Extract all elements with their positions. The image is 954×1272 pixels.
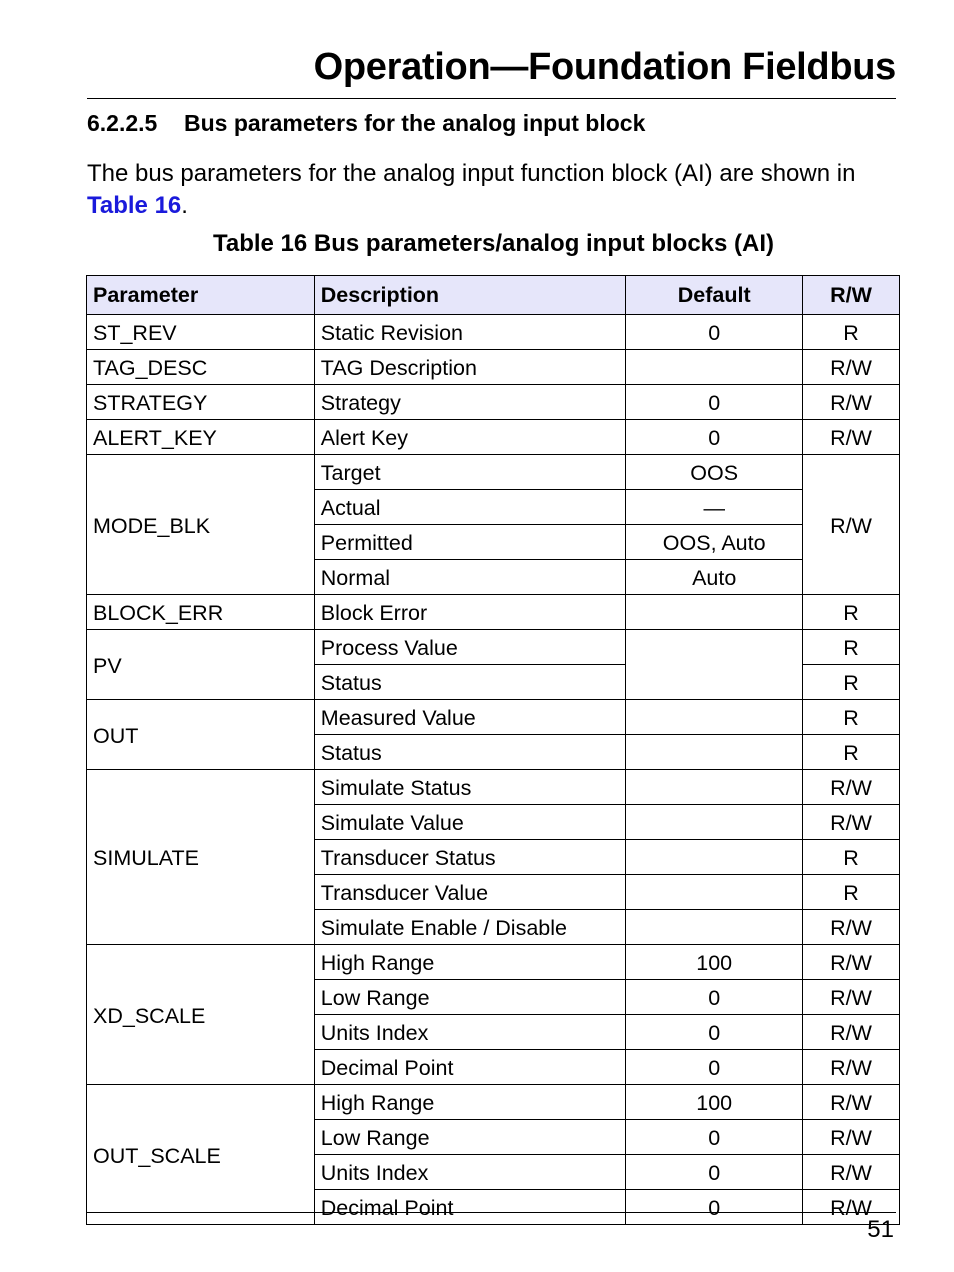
- rw-cell: R/W: [803, 455, 900, 595]
- parameter-cell: OUT: [87, 700, 315, 770]
- default-cell: [626, 595, 803, 630]
- default-cell: [626, 910, 803, 945]
- table-body: [87, 315, 900, 1225]
- default-cell: [626, 735, 803, 770]
- rw-cell: R/W: [803, 945, 900, 980]
- section-title: Bus parameters for the analog input block: [184, 110, 646, 136]
- default-cell: 0: [626, 1120, 803, 1155]
- rw-cell: R: [803, 595, 900, 630]
- table-header-row: [87, 276, 900, 315]
- description-cell: Permitted: [314, 525, 626, 560]
- description-cell: Decimal Point: [314, 1190, 626, 1225]
- description-cell: Actual: [314, 490, 626, 525]
- parameter-cell: MODE_BLK: [87, 455, 315, 595]
- rw-cell: R: [803, 315, 900, 350]
- description-cell: Status: [314, 735, 626, 770]
- description-cell: Process Value: [314, 630, 626, 665]
- rw-cell: R: [803, 840, 900, 875]
- intro-text: The bus parameters for the analog input function block (AI) are shown in: [87, 160, 856, 187]
- default-cell: OOS, Auto: [626, 525, 803, 560]
- default-cell: 0: [626, 385, 803, 420]
- default-cell: [626, 700, 803, 735]
- header-divider: [87, 98, 896, 99]
- table-row: [87, 700, 900, 735]
- description-cell: Low Range: [314, 1120, 626, 1155]
- parameter-cell: BLOCK_ERR: [87, 595, 315, 630]
- default-cell: —: [626, 490, 803, 525]
- rw-cell: R/W: [803, 1050, 900, 1085]
- rw-cell: R/W: [803, 980, 900, 1015]
- description-cell: Simulate Value: [314, 805, 626, 840]
- description-cell: Simulate Enable / Disable: [314, 910, 626, 945]
- default-cell: 0: [626, 315, 803, 350]
- column-header-default: Default: [626, 276, 803, 315]
- parameter-cell: PV: [87, 630, 315, 700]
- bus-parameters-table: [86, 275, 900, 1225]
- default-cell: 100: [626, 945, 803, 980]
- table-row: [87, 770, 900, 805]
- table-caption: Table 16 Bus parameters/analog input blocks (AI): [212, 230, 775, 257]
- column-header-rw: R/W: [803, 276, 900, 315]
- default-cell: [626, 840, 803, 875]
- table-row: [87, 315, 900, 350]
- footer-divider: [87, 1212, 896, 1213]
- intro-text-end: .: [181, 192, 188, 219]
- description-cell: High Range: [314, 1085, 626, 1120]
- description-cell: Low Range: [314, 980, 626, 1015]
- default-cell: 100: [626, 1085, 803, 1120]
- table-row: [87, 385, 900, 420]
- rw-cell: R: [803, 875, 900, 910]
- rw-cell: R/W: [803, 1015, 900, 1050]
- column-header-parameter: Parameter: [87, 276, 315, 315]
- page-header-title: Operation—Foundation Fieldbus: [313, 46, 896, 88]
- rw-cell: R/W: [803, 805, 900, 840]
- description-cell: Measured Value: [314, 700, 626, 735]
- description-cell: Static Revision: [314, 315, 626, 350]
- rw-cell: R/W: [803, 910, 900, 945]
- description-cell: Units Index: [314, 1155, 626, 1190]
- description-cell: Decimal Point: [314, 1050, 626, 1085]
- rw-cell: R: [803, 700, 900, 735]
- rw-cell: R/W: [803, 770, 900, 805]
- page-number: 51: [867, 1216, 894, 1243]
- parameter-cell: SIMULATE: [87, 770, 315, 945]
- table-row: [87, 595, 900, 630]
- description-cell: Target: [314, 455, 626, 490]
- rw-cell: R: [803, 630, 900, 665]
- description-cell: TAG Description: [314, 350, 626, 385]
- parameter-cell: ALERT_KEY: [87, 420, 315, 455]
- table-row: [87, 350, 900, 385]
- description-cell: High Range: [314, 945, 626, 980]
- description-cell: Transducer Value: [314, 875, 626, 910]
- rw-cell: R/W: [803, 1085, 900, 1120]
- section-heading: [87, 110, 645, 137]
- default-cell: [626, 350, 803, 385]
- default-cell: 0: [626, 1190, 803, 1225]
- description-cell: Units Index: [314, 1015, 626, 1050]
- table-row: [87, 630, 900, 665]
- description-cell: Transducer Status: [314, 840, 626, 875]
- description-cell: Block Error: [314, 595, 626, 630]
- default-cell: 0: [626, 1015, 803, 1050]
- rw-cell: R/W: [803, 1155, 900, 1190]
- parameter-cell: STRATEGY: [87, 385, 315, 420]
- default-cell: [626, 805, 803, 840]
- table-row: [87, 420, 900, 455]
- default-cell: 0: [626, 1155, 803, 1190]
- default-cell: OOS: [626, 455, 803, 490]
- parameter-cell: ST_REV: [87, 315, 315, 350]
- rw-cell: R/W: [803, 420, 900, 455]
- table-row: [87, 455, 900, 490]
- table-cross-reference-link[interactable]: Table 16: [87, 192, 182, 219]
- section-number: 6.2.2.5: [87, 110, 158, 136]
- default-cell: Auto: [626, 560, 803, 595]
- rw-cell: R: [803, 665, 900, 700]
- default-cell: [626, 630, 803, 700]
- rw-cell: R/W: [803, 350, 900, 385]
- rw-cell: R/W: [803, 385, 900, 420]
- rw-cell: R/W: [803, 1120, 900, 1155]
- rw-cell: R/W: [803, 1190, 900, 1225]
- description-cell: Status: [314, 665, 626, 700]
- description-cell: Normal: [314, 560, 626, 595]
- default-cell: 0: [626, 420, 803, 455]
- intro-paragraph: [87, 158, 887, 222]
- parameter-cell: TAG_DESC: [87, 350, 315, 385]
- description-cell: Simulate Status: [314, 770, 626, 805]
- column-header-description: Description: [314, 276, 626, 315]
- rw-cell: R: [803, 735, 900, 770]
- description-cell: Strategy: [314, 385, 626, 420]
- parameter-cell: OUT_SCALE: [87, 1085, 315, 1225]
- default-cell: [626, 875, 803, 910]
- parameter-cell: XD_SCALE: [87, 945, 315, 1085]
- default-cell: [626, 770, 803, 805]
- table-row: [87, 1085, 900, 1120]
- table-row: [87, 945, 900, 980]
- description-cell: Alert Key: [314, 420, 626, 455]
- default-cell: 0: [626, 980, 803, 1015]
- default-cell: 0: [626, 1050, 803, 1085]
